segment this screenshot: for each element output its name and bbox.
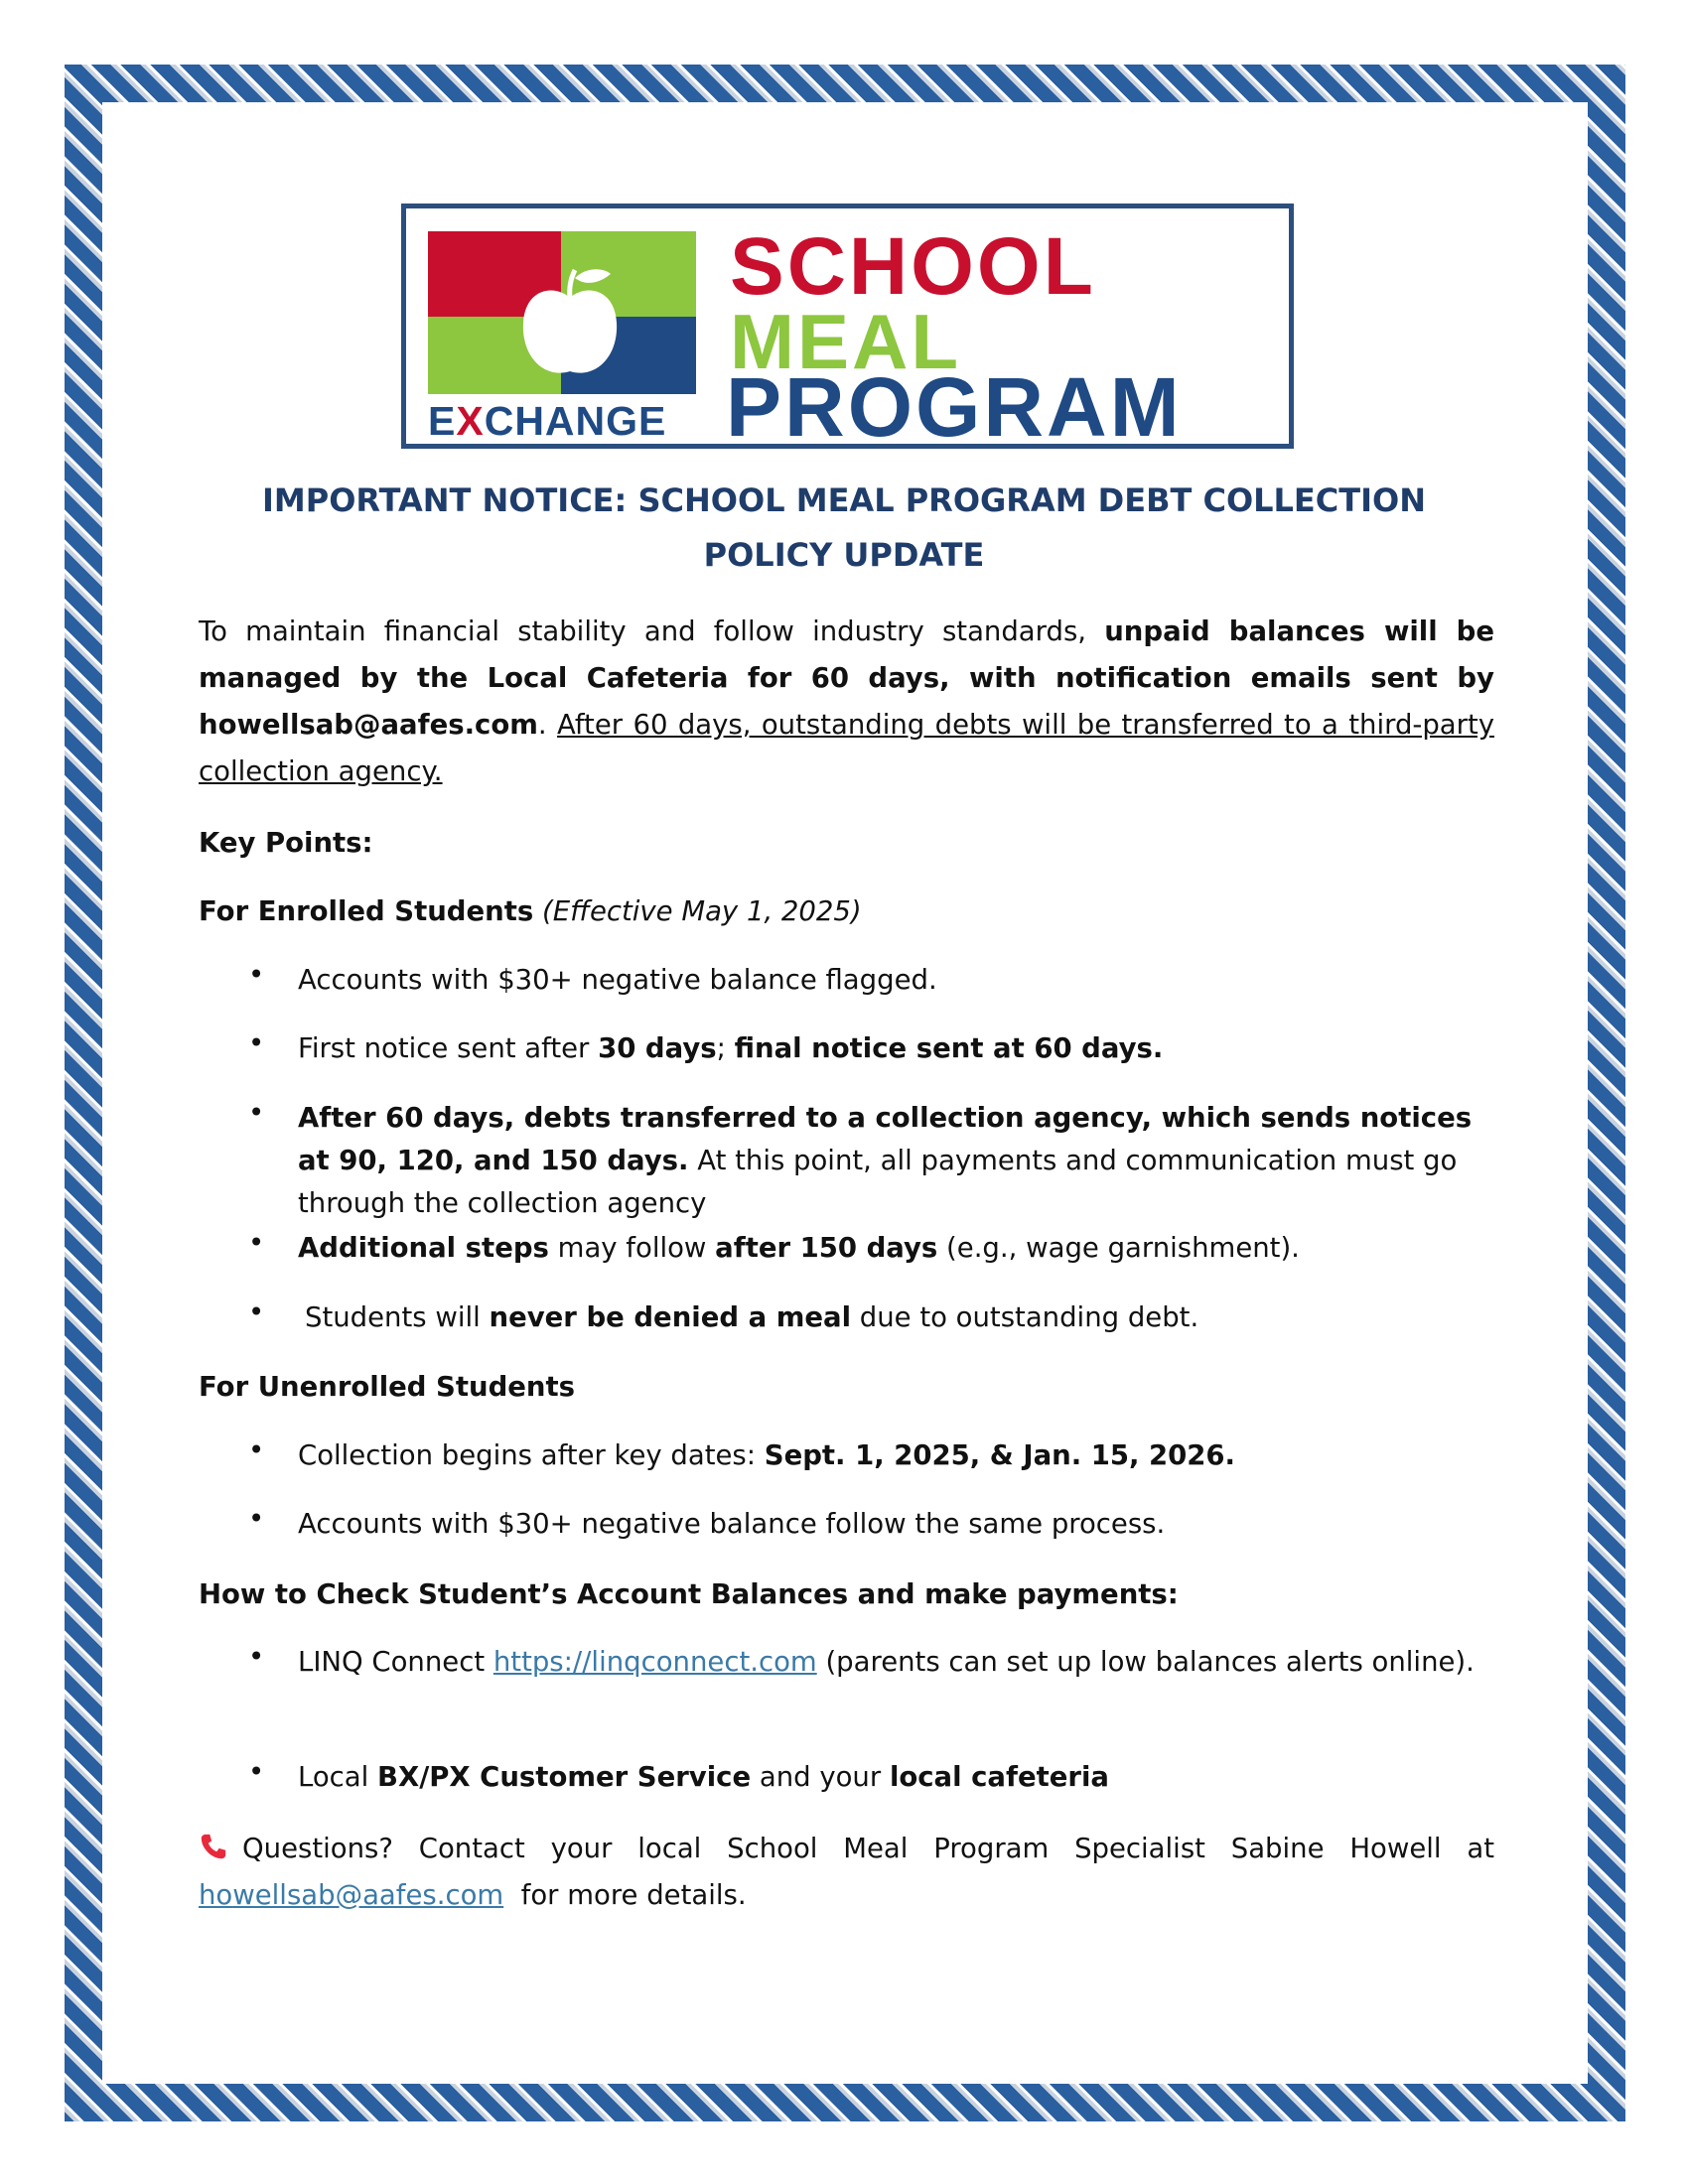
apple-icon (495, 248, 644, 397)
b4-a: Additional steps (298, 1232, 549, 1264)
intro-bold: unpaid balances will be managed by the Local Cafeteria for 60 days, with notification emails sent by howellsab@aafes.com (199, 615, 1494, 741)
cb1-c: (parents can set up low balances alerts online). (825, 1646, 1475, 1678)
check-balance-heading (199, 1571, 1494, 1618)
b2-text-c: ; (716, 1032, 726, 1064)
b5-b: never be denied a meal (489, 1301, 852, 1333)
ub1-b: Sept. 1, 2025, & Jan. 15, 2026. (764, 1439, 1236, 1471)
enrolled-bullet-1: Accounts with $30+ negative balance flagged. (298, 964, 937, 996)
b3-rest: At this point, all payments and communication must go through the collection agency (298, 1145, 1458, 1219)
intro-lead: To maintain financial stability and follow industry standards, (199, 615, 1087, 647)
notice-title-line-2: POLICY UPDATE (703, 536, 985, 574)
contact-paragraph (199, 1826, 1494, 1919)
logo-line-program: PROGRAM (726, 360, 1183, 454)
enrolled-bullet-2 (298, 1027, 1494, 1070)
b5-c: due to outstanding debt. (859, 1301, 1199, 1333)
phone-icon (199, 1832, 228, 1861)
logo-exchange-text (428, 398, 666, 445)
enrolled-effective-date: (Effective May 1, 2025) (542, 895, 862, 927)
enrolled-heading-label: For Enrolled Students (199, 895, 534, 927)
cb2-a: Local (298, 1761, 369, 1793)
logo-exchange-x: X (456, 398, 485, 444)
check-bullet-2 (298, 1756, 1494, 1799)
unenrolled-bullet-2: Accounts with $30+ negative balance follow the same process. (298, 1508, 1166, 1540)
b5-a: Students will (305, 1301, 481, 1333)
b4-c: after 150 days (715, 1232, 938, 1264)
key-points-heading (199, 820, 1494, 867)
logo-line-school: SCHOOL (730, 221, 1096, 312)
check-bullet-1 (298, 1639, 1494, 1686)
enrolled-bullet-4 (298, 1227, 1494, 1270)
b2-text-a: First notice sent after (298, 1032, 590, 1064)
cb2-d: local cafeteria (889, 1761, 1109, 1793)
contact-email-link[interactable]: howellsab@aafes.com (199, 1879, 504, 1911)
b3-bold: After 60 days, debts transferred to a collection agency, which sends notices at 90, 120, and 150 days. (298, 1102, 1473, 1176)
key-points-label: Key Points: (199, 827, 373, 859)
school-meal-program-logo (401, 204, 1294, 454)
enrolled-bullet-3 (298, 1097, 1494, 1225)
logo-exchange-word: EXCHANGE (428, 398, 667, 444)
contact-tail: for more details. (520, 1879, 747, 1911)
b4-b: may follow (557, 1232, 707, 1264)
intro-underlined: After 60 days, outstanding debts will be transferred to a third-party collection agency. (199, 709, 1494, 787)
cb2-b: BX/PX Customer Service (377, 1761, 752, 1793)
intro-paragraph (199, 609, 1494, 795)
unenrolled-bullet-1 (298, 1434, 1494, 1477)
cb2-c: and your (759, 1761, 882, 1793)
ub1-a: Collection begins after key dates: (298, 1439, 757, 1471)
b2-text-b: 30 days (598, 1032, 717, 1064)
enrolled-heading (199, 888, 1494, 935)
b2-text-d: final notice sent at 60 days. (734, 1032, 1164, 1064)
contact-text: Questions? Contact your local School Meal Program Specialist Sabine Howell at (242, 1833, 1494, 1864)
notice-title-line-1: IMPORTANT NOTICE: SCHOOL MEAL PROGRAM DEBT COLLECTION (262, 481, 1426, 519)
unenrolled-heading (199, 1364, 1494, 1411)
unenrolled-heading-label: For Unenrolled Students (199, 1371, 576, 1403)
intro-period: . (537, 709, 547, 741)
cb1-a: LINQ Connect (298, 1646, 486, 1678)
enrolled-bullet-5 (305, 1297, 1501, 1339)
b4-d: (e.g., wage garnishment). (946, 1232, 1300, 1264)
check-heading-label: How to Check Student’s Account Balances and make payments: (199, 1578, 1179, 1610)
logo-line-meal: MEAL (730, 298, 961, 385)
linq-connect-link[interactable]: https://linqconnect.com (492, 1646, 817, 1678)
